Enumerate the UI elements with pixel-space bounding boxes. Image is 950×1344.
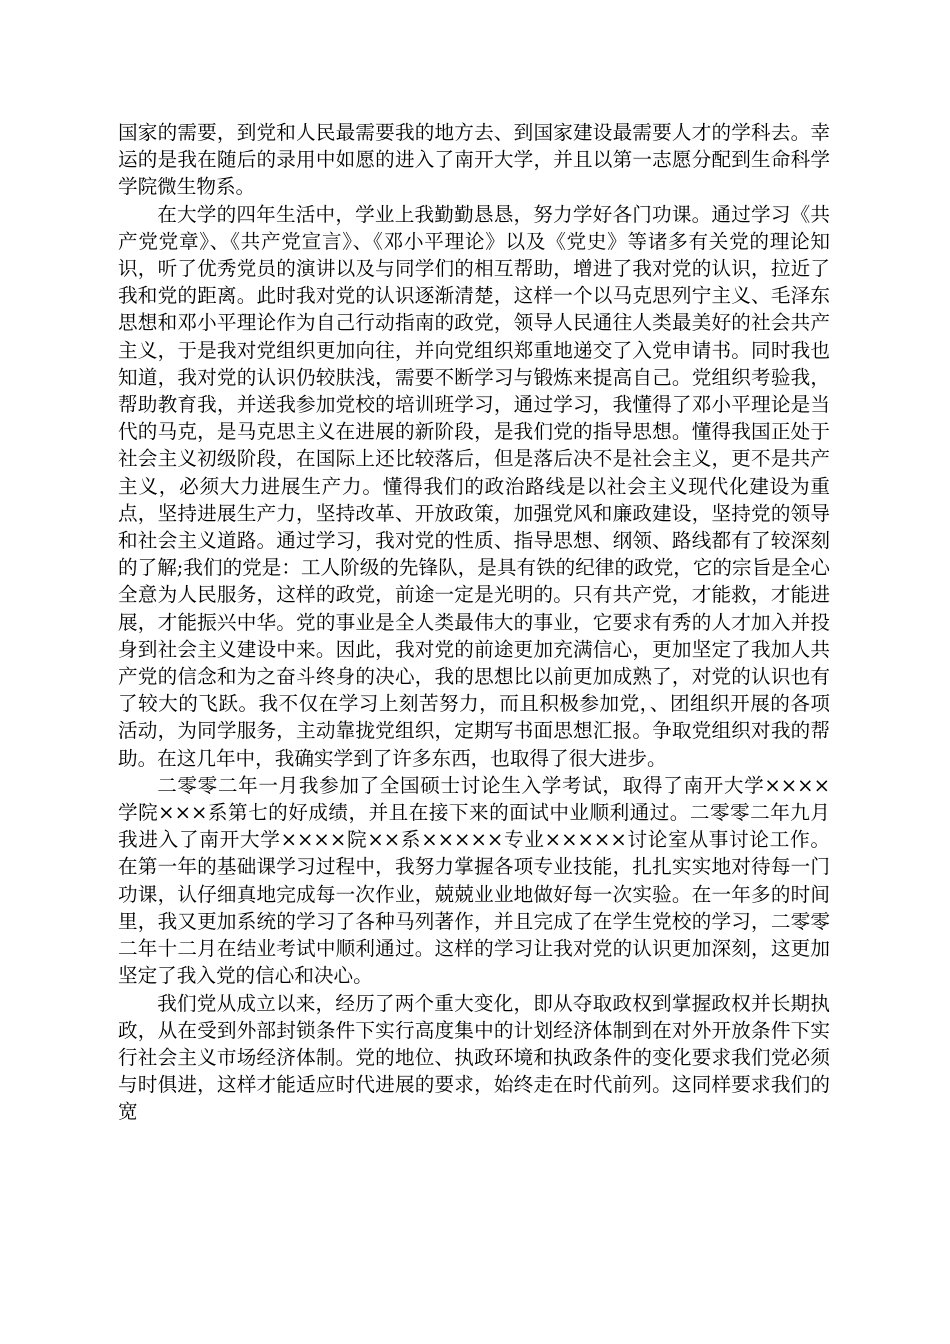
paragraph-4: 我们党从成立以来，经历了两个重大变化，即从夺取政权到掌握政权并长期执政，从在受到外部封锁条件下实行高度集中的计划经济体制到在对外开放条件下实行社会主义市场经济体制。党的地位、执政环境和执政条件的变化要求我们党必须与时俱进，这样才能适应时代进展的要求，始终走在时代前列。这同样要求我们的宽 bbox=[118, 991, 830, 1124]
paragraph-1: 国家的需要，到党和人民最需要我的地方去、到国家建设最需要人才的学科去。幸运的是我在随后的录用中如愿的进入了南开大学，并且以第一志愿分配到生命科学学院微生物系。 bbox=[118, 121, 830, 199]
paragraph-3: 二零零二年一月我参加了全国硕士讨论生入学考试，取得了南开大学××××学院×××系第七的好成绩，并且在接下来的面试中业顺利通过。二零零二年九月我进入了南开大学××××院××系×××××专业×××××讨论室从事讨论工作。在第一年的基础课学习过程中，我努力掌握各项专业技能，扎扎实实地对待每一门功课，认仔细真地完成每一次作业，兢兢业业地做好每一次实验。在一年多的时间里，我又更加系统的学习了各种马列著作，并且完成了在学生党校的学习，二零零二年十二月在结业考试中顺利通过。这样的学习让我对党的认识更加深刻，这更加坚定了我入党的信心和决心。 bbox=[118, 773, 830, 988]
document-body bbox=[118, 119, 830, 1126]
paragraph-2: 在大学的四年生活中，学业上我勤勤恳恳，努力学好各门功课。通过学习《共产党党章》、《共产党宣言》、《邓小平理论》以及《党史》等诸多有关党的理论知识，听了优秀党员的演讲以及与同学们的相互帮助，增进了我对党的认识，拉近了我和党的距离。此时我对党的认识逐渐清楚，这样一个以马克思列宁主义、毛泽东思想和邓小平理论作为自己行动指南的政党，领导人民通往人类最美好的社会共产主义，于是我对党组织更加向往，并向党组织郑重地递交了入党申请书。同时我也知道，我对党的认识仍较肤浅，需要不断学习与锻炼来提高自己。党组织考验我，帮助教育我，并送我参加党校的培训班学习，通过学习，我懂得了邓小平理论是当代的马克，是马克思主义在进展的新阶段，是我们党的指导思想。懂得我国正处于社会主义初级阶段，在国际上还比较落后，但是落后决不是社会主义，更不是共产主义，必须大力进展生产力。懂得我们的政治路线是以社会主义现代化建设为重点，坚持进展生产力，坚持改革、开放政策，加强党风和廉政建设，坚持党的领导和社会主义道路。通过学习，我对党的性质、指导思想、纲领、路线都有了较深刻的了解;我们的党是：工人阶级的先锋队，是具有铁的纪律的政党，它的宗旨是全心全意为人民服务，这样的政党，前途一定是光明的。只有共产党，才能救，才能进展，才能振兴中华。党的事业是全人类最伟大的事业，它要求有秀的人才加入并投身到社会主义建设中来。因此，我对党的前途更加充满信心，更加坚定了我加人共产党的信念和为之奋斗终身的决心，我的思想比以前更加成熟了，对党的认识也有了较大的飞跃。我不仅在学习上刻苦努力，而且积极参加党，、团组织开展的各项活动，为同学服务，主动靠拢党组织，定期写书面思想汇报。争取党组织对我的帮助。在这几年中，我确实学到了许多东西，也取得了很大进步。 bbox=[118, 202, 830, 770]
